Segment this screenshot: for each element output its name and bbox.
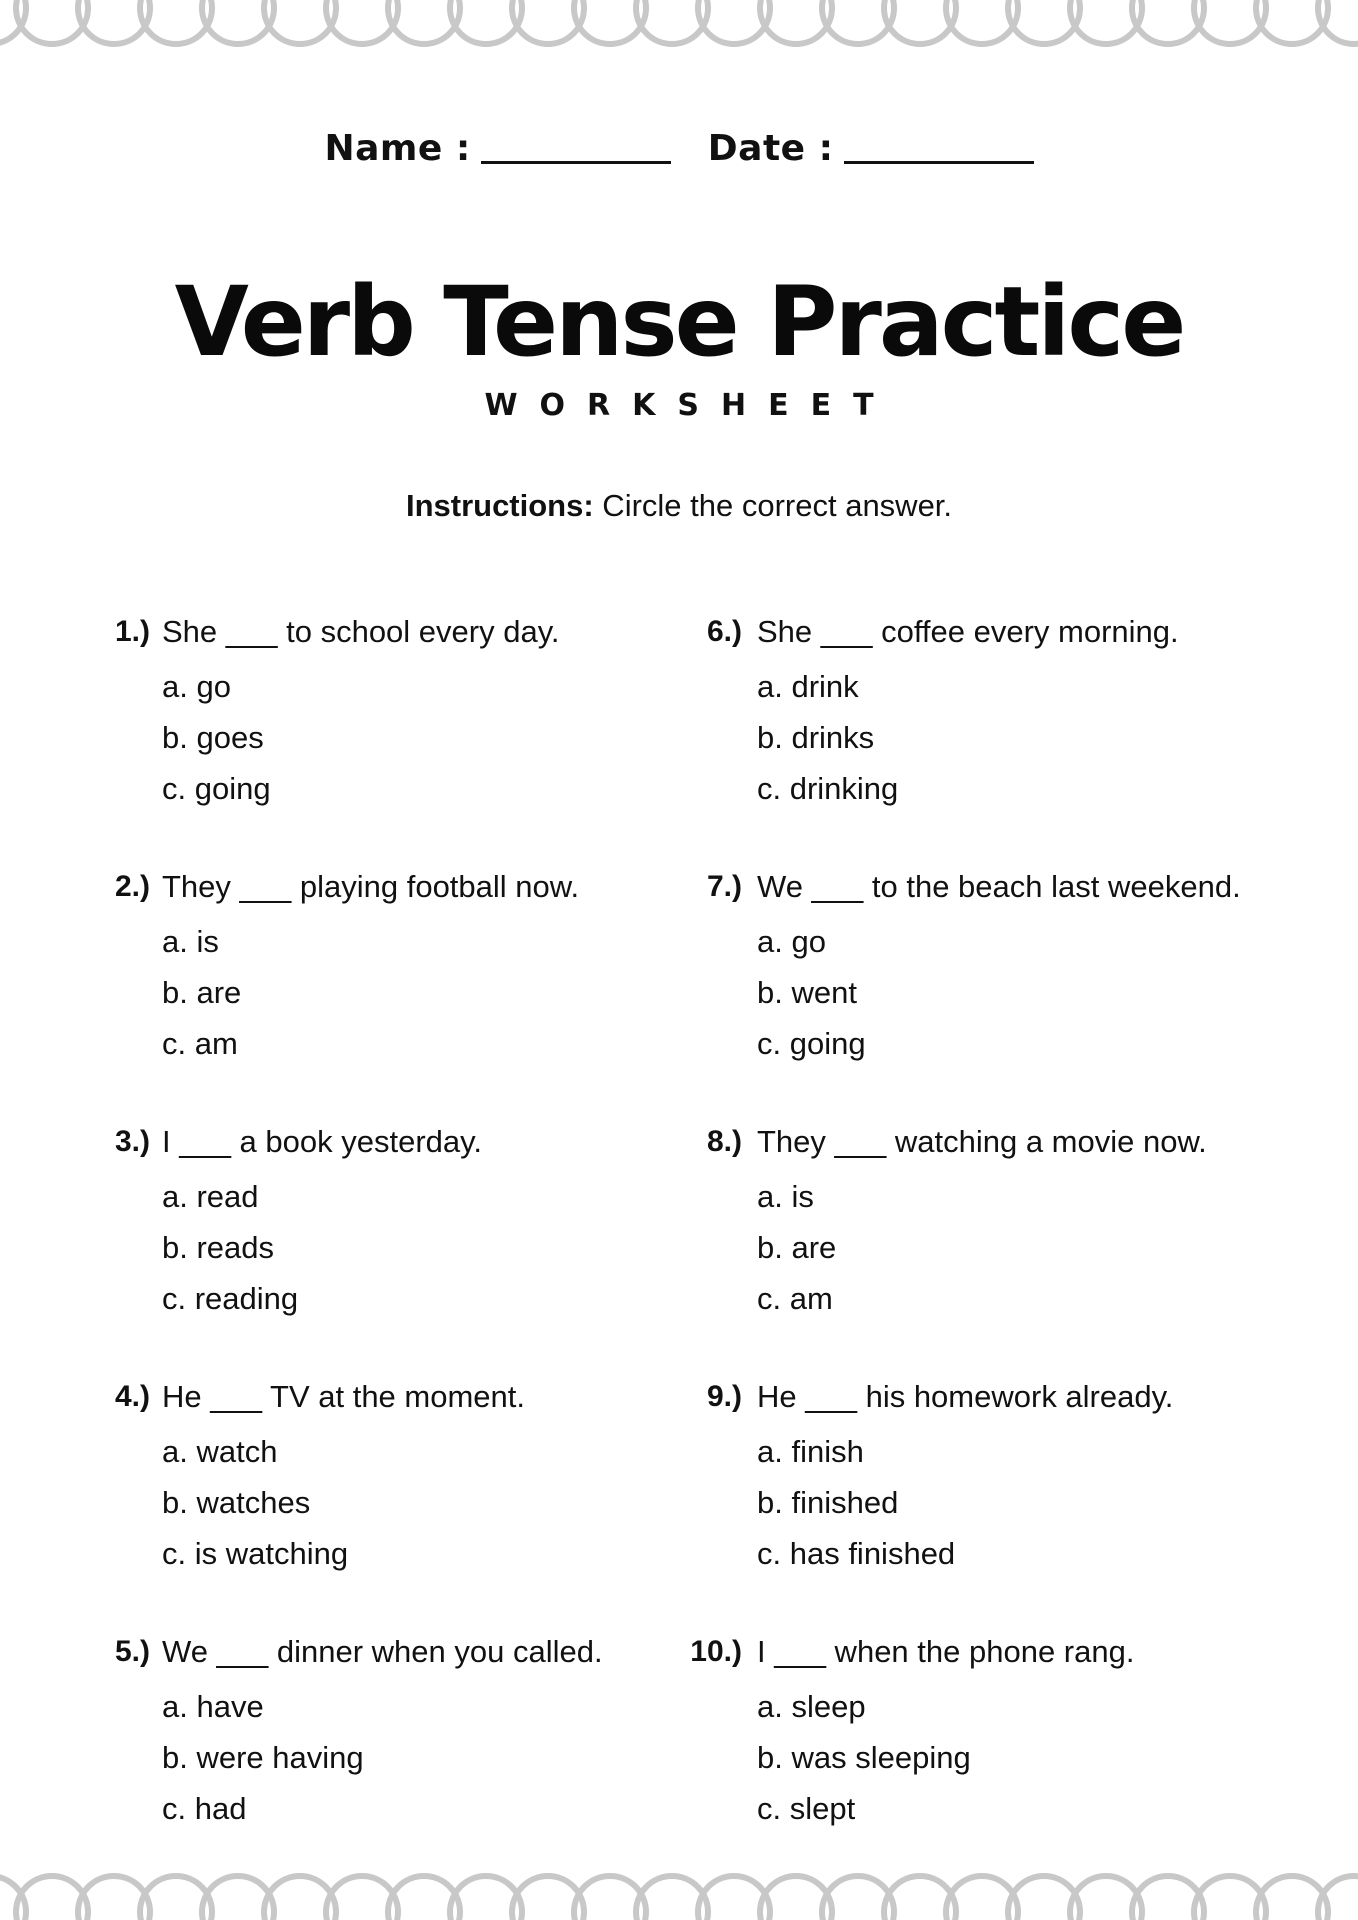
answer-option[interactable]: b. were having (162, 1740, 364, 1775)
answer-option[interactable]: c. am (757, 1281, 833, 1316)
answer-options (757, 1681, 971, 1834)
answer-option[interactable]: c. had (162, 1791, 247, 1826)
question-number: 4.) (114, 1380, 150, 1413)
name-label: Name : (324, 128, 471, 169)
top-scallop-border (0, 0, 1358, 60)
answer-option[interactable]: a. is (757, 1179, 814, 1214)
answer-option[interactable]: c. has finished (757, 1536, 956, 1571)
date-label: Date : (707, 128, 834, 169)
answer-options (757, 1426, 955, 1579)
answer-option[interactable]: b. reads (162, 1230, 275, 1265)
question-text: She ___ coffee every morning. (757, 614, 1179, 649)
answer-option[interactable]: c. going (162, 771, 271, 806)
date-line[interactable] (844, 161, 1034, 164)
question-10 (680, 1630, 1280, 1885)
question-8 (680, 1120, 1280, 1375)
worksheet-title: Verb Tense Practice (174, 266, 1184, 378)
question-number: 2.) (114, 870, 150, 903)
answer-option[interactable]: b. are (757, 1230, 837, 1265)
name-field[interactable] (324, 128, 670, 169)
question-text: I ___ a book yesterday. (162, 1124, 482, 1159)
answer-option[interactable]: c. is watching (162, 1536, 349, 1571)
questions-left-column (100, 610, 700, 1885)
question-text: They ___ playing football now. (162, 869, 580, 904)
instructions-text: Circle the correct answer. (593, 488, 953, 523)
question-number: 1.) (114, 615, 150, 648)
answer-options (162, 1681, 364, 1834)
answer-options (162, 661, 271, 814)
answer-option[interactable]: a. finish (757, 1434, 864, 1469)
instructions (0, 486, 1358, 526)
answer-option[interactable]: a. read (162, 1179, 259, 1214)
question-7 (680, 865, 1280, 1120)
question-number: 3.) (114, 1125, 150, 1158)
answer-option[interactable]: a. go (162, 669, 231, 704)
answer-option[interactable]: b. finished (757, 1485, 899, 1520)
question-text: We ___ to the beach last weekend. (757, 869, 1241, 904)
answer-option[interactable]: c. am (162, 1026, 238, 1061)
answer-options (162, 916, 241, 1069)
answer-option[interactable]: c. drinking (757, 771, 899, 806)
question-text: He ___ his homework already. (757, 1379, 1174, 1414)
answer-option[interactable]: b. watches (162, 1485, 311, 1520)
question-number: 5.) (114, 1635, 150, 1668)
question-number: 8.) (706, 1125, 742, 1158)
answer-options (162, 1171, 298, 1324)
instructions-lead: Instructions: (405, 488, 594, 523)
date-field[interactable] (708, 128, 1034, 169)
name-line[interactable] (481, 161, 671, 164)
answer-option[interactable]: b. was sleeping (757, 1740, 971, 1775)
answer-option[interactable]: a. have (162, 1689, 264, 1724)
question-2 (100, 865, 700, 1120)
question-text: We ___ dinner when you called. (162, 1634, 603, 1669)
questions-right-column (680, 610, 1280, 1885)
answer-option[interactable]: a. drink (757, 669, 859, 704)
answer-option[interactable]: b. are (162, 975, 242, 1010)
answer-option[interactable]: a. go (757, 924, 826, 959)
answer-option[interactable]: a. watch (162, 1434, 278, 1469)
question-number: 10.) (690, 1635, 742, 1668)
question-text: They ___ watching a movie now. (757, 1124, 1207, 1159)
answer-options (757, 916, 866, 1069)
scallop-ring (1318, 0, 1358, 44)
answer-option[interactable]: b. drinks (757, 720, 875, 755)
answer-options (757, 661, 898, 814)
question-5 (100, 1630, 700, 1885)
question-text: She ___ to school every day. (162, 614, 560, 649)
worksheet-subtitle: WORKSHEET (484, 388, 896, 423)
question-text: I ___ when the phone rang. (757, 1634, 1135, 1669)
answer-option[interactable]: b. goes (162, 720, 264, 755)
question-6 (680, 610, 1280, 865)
answer-options (757, 1171, 836, 1324)
answer-option[interactable]: b. went (757, 975, 857, 1010)
question-9 (680, 1375, 1280, 1630)
question-3 (100, 1120, 700, 1375)
question-number: 7.) (706, 870, 742, 903)
answer-option[interactable]: a. is (162, 924, 219, 959)
answer-option[interactable]: a. sleep (757, 1689, 866, 1724)
answer-options (162, 1426, 348, 1579)
question-text: He ___ TV at the moment. (162, 1379, 526, 1414)
answer-option[interactable]: c. reading (162, 1281, 299, 1316)
question-number: 6.) (706, 615, 742, 648)
question-number: 9.) (706, 1380, 742, 1413)
scallop-ring (1318, 1876, 1358, 1920)
answer-option[interactable]: c. slept (757, 1791, 856, 1826)
name-date-row (0, 128, 1358, 169)
answer-option[interactable]: c. going (757, 1026, 866, 1061)
question-4 (100, 1375, 700, 1630)
question-1 (100, 610, 700, 865)
